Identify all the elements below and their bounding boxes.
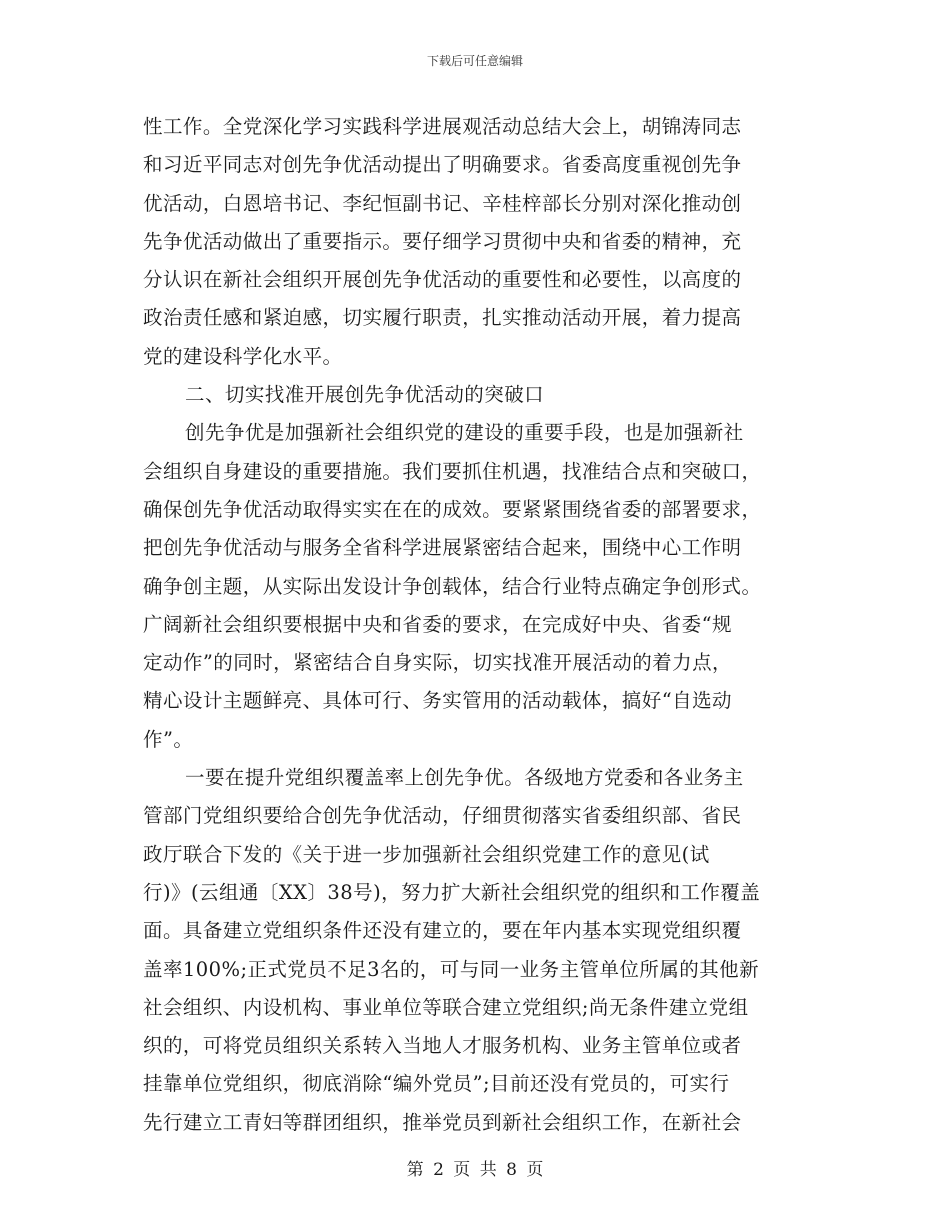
text-line: 和习近平同志对创先争优活动提出了明确要求。省委高度重视创先争 <box>143 153 742 177</box>
text-line: 定动作”的同时，紧密结合自身实际，切实找准开展活动的着力点， <box>143 651 732 675</box>
text-line: 党的建设科学化水平。 <box>143 344 343 368</box>
text-line: 优活动，白恩培书记、李纪恒副书记、辛桂梓部长分别对深化推动创 <box>143 191 742 215</box>
text-line: 挂靠单位党组织，彻底消除“编外党员”;目前还没有党员的，可实行 <box>143 1072 730 1096</box>
text-line: 先争优活动做出了重要指示。要仔细学习贯彻中央和省委的精神，充 <box>143 229 742 253</box>
page-number: 第 2 页 共 8 页 <box>406 1160 544 1180</box>
text-line: 精心设计主题鲜亮、具体可行、务实管用的活动载体，搞好“自选动 <box>143 689 732 713</box>
text-line: 性工作。全党深化学习实践科学进展观活动总结大会上，胡锦涛同志 <box>143 115 742 138</box>
text-line: 二、切实找准开展创先争优活动的突破口 <box>185 383 545 407</box>
document-body <box>143 108 811 1142</box>
text-line: 社会组织、内设机构、事业单位等联合建立党组织;尚无条件建立党组 <box>143 995 749 1019</box>
text-line: 政治责任感和紧迫感，切实履行职责，扎实推动活动开展，着力提高 <box>143 306 742 330</box>
text-line: 把创先争优活动与服务全省科学进展紧密结合起来，围绕中心工作明 <box>143 536 742 560</box>
text-line: 织的，可将党员组织关系转入当地人才服务机构、业务主管单位或者 <box>143 1034 742 1058</box>
text-line: 政厅联合下发的《关于进一步加强新社会组织党建工作的意见(试 <box>143 842 710 866</box>
text-line: 先行建立工青妇等群团组织，推举党员到新社会组织工作，在新社会 <box>143 1110 742 1134</box>
text-line: 广阔新社会组织要根据中央和省委的要求，在完成好中央、省委“规 <box>143 612 732 636</box>
text-line: 分认识在新社会组织开展创先争优活动的重要性和必要性，以高度的 <box>143 268 742 292</box>
page-header-note: 下载后可任意编辑 <box>426 54 523 68</box>
text-line: 确争创主题，从实际出发设计争创载体，结合行业特点确定争创形式。 <box>143 574 762 598</box>
text-line: 会组织自身建设的重要措施。我们要抓住机遇，找准结合点和突破口， <box>143 459 762 483</box>
text-line: 确保创先争优活动取得实实在在的成效。要紧紧围绕省委的部署要求， <box>143 497 762 521</box>
text-line: 面。具备建立党组织条件还没有建立的，要在年内基本实现党组织覆 <box>143 919 742 943</box>
text-line: 盖率100%;正式党员不足3名的，可与同一业务主管单位所属的其他新 <box>143 957 760 981</box>
text-line: 管部门党组织要给合创先争优活动，仔细贯彻落实省委组织部、省民 <box>143 804 742 828</box>
text-line: 作”。 <box>143 727 194 751</box>
text-line: 一要在提升党组织覆盖率上创先争优。各级地方党委和各业务主 <box>185 766 744 790</box>
text-line: 行)》(云组通〔XX〕38号)，努力扩大新社会组织党的组织和工作覆盖 <box>143 880 761 904</box>
text-line: 创先争优是加强新社会组织党的建设的重要手段，也是加强新社 <box>185 421 744 445</box>
